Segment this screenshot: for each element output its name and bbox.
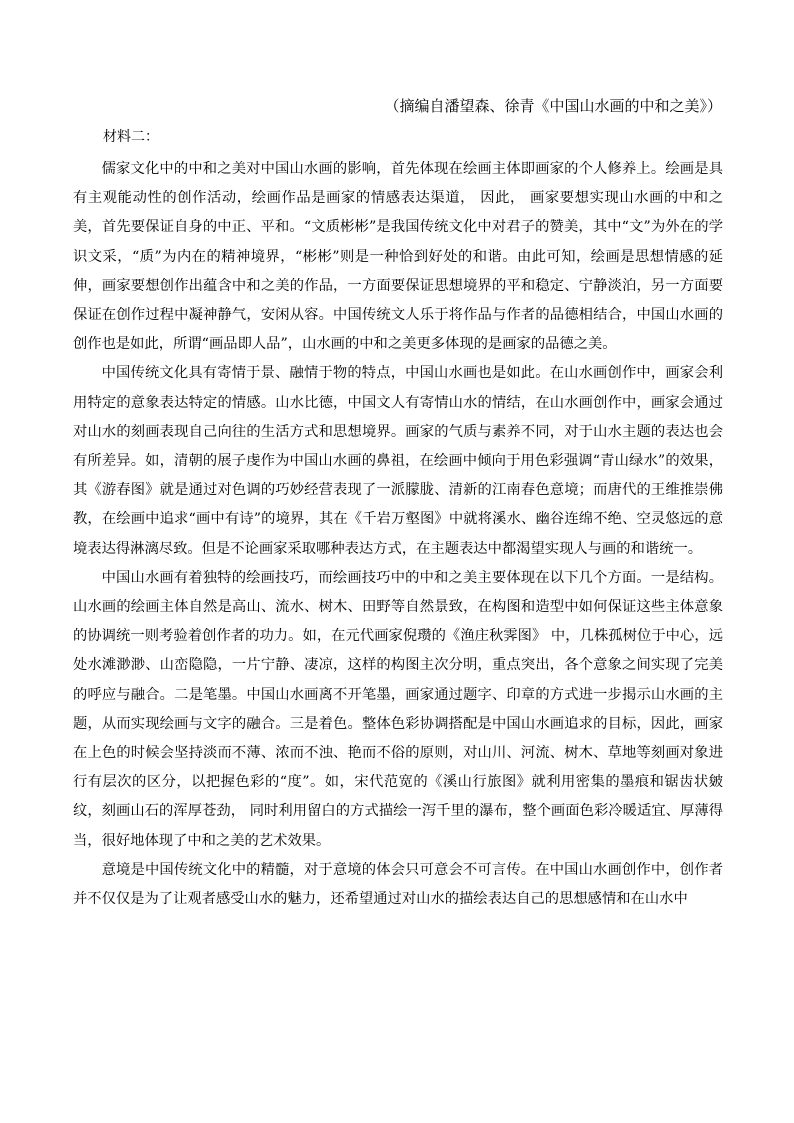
paragraph-3: 中国山水画有着独特的绘画技巧，而绘画技巧中的中和之美主要体现在以下几个方面。一是结构。山水画的绘画主体自然是高山、流水、树木、田野等自然景致，在构图和造型中如何保证这些主体意象的协调统一则考验着创作者的功力。如，在元代画家倪瓒的《渔庄秋霁图》 中，几株孤树位于中心，远处水滩渺渺、山峦隐隐，一片宁静、凄凉，这样的构图主次分明，重点突出，各个意象之间实现了完美的呼应与融合。二是笔墨。中国山水画离不开笔墨，画家通过题字、印章的方式进一步揭示山水画的主题，从而实现绘画与文字的融合。三是着色。整体色彩协调搭配是中国山水画追求的目标，因此，画家在上色的时候会坚持淡而不薄、浓而不浊、艳而不俗的原则，对山川、河流、树木、草地等刻画对象进行有层次的区分，以把握色彩的“度”。如，宋代范宽的《溪山行旅图》就利用密集的墨痕和锯齿状皴纹，刻画山石的浑厚苍劲， 同时利用留白的方式描绘一泻千里的瀑布，整个画面色彩冷暖适宜、厚薄得当，很好地体现了中和之美的艺术效果。	[73, 569, 723, 849]
paragraph-4: 意境是中国传统文化中的精髓，对于意境的体会只可意会不可言传。在中国山水画创作中，创作者并不仅仅是为了让观者感受山水的魅力，还希望通过对山水的描绘表达自己的思想感情和在山水中	[73, 861, 723, 908]
article-body	[73, 155, 723, 914]
paragraph-2: 中国传统文化具有寄情于景、融情于物的特点，中国山水画也是如此。在山水画创作中，画家会利用特定的意象表达特定的情感。山水比德，中国文人有寄情山水的情结，在山水画创作中，画家会通过对山水的刻画表现自己向往的生活方式和思想境界。画家的气质与素养不同，对于山水主题的表达也会有所差异。如，清朝的展子虔作为中国山水画的鼻祖，在绘画中倾向于用色彩强调“青山绿水”的效果，其《游春图》就是通过对色调的巧妙经营表现了一派朦胧、清新的江南春色意境；而唐代的王维推崇佛教，在绘画中追求“画中有诗”的境界，其在《千岩万壑图》中就将溪水、幽谷连绵不绝、空灵悠远的意境表达得淋漓尽致。但是不论画家采取哪种表达方式，在主题表达中都渴望实现人与画的和谐统一。	[73, 365, 723, 557]
paragraph-1: 儒家文化中的中和之美对中国山水画的影响，首先体现在绘画主体即画家的个人修养上。绘画是具有主观能动性的创作活动，绘画作品是画家的情感表达渠道， 因此， 画家要想实现山水画的中和之美，首先要保证自身的中正、平和。“文质彬彬”是我国传统文化中对君子的赞美，其中“文”为外在的学识文采，“质”为内在的精神境界，“彬彬”则是一种恰到好处的和谐。由此可知，绘画是思想情感的延伸，画家要想创作出蕴含中和之美的作品，一方面要保证思想境界的平和稳定、宁静淡泊，另一方面要保证在创作过程中凝神静气，安闲从容。中国传统文人乐于将作品与作者的品德相结合，中国山水画的创作也是如此，所谓“画品即人品”，山水画的中和之美更多体现的是画家的品德之美。	[73, 161, 723, 353]
section-heading: 材料二：	[103, 129, 159, 145]
source-citation: （摘编自潘望森、徐青《中国山水画的中和之美》）	[384, 97, 722, 115]
